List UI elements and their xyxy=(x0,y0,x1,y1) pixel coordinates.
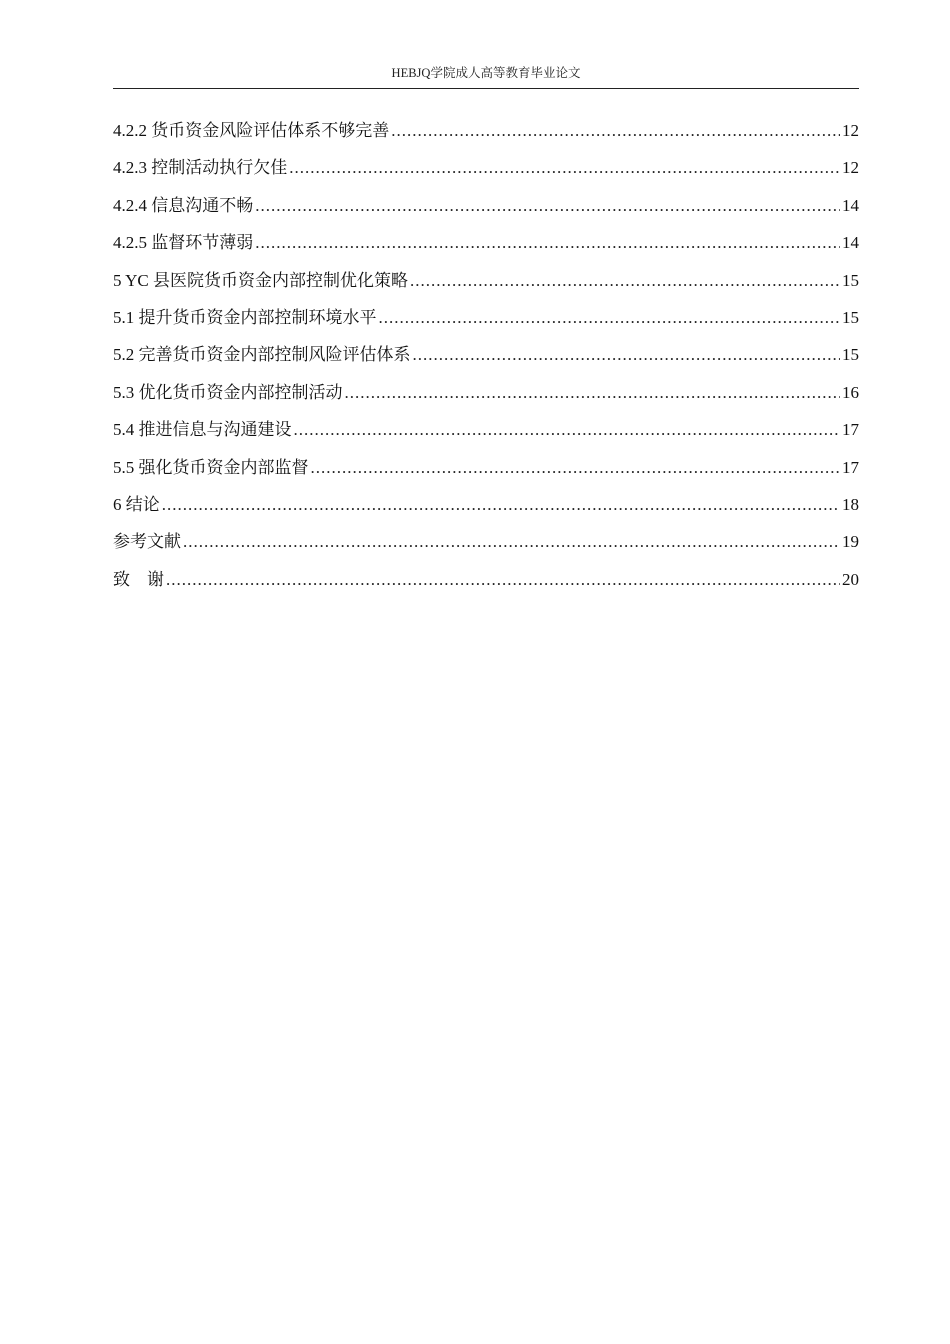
toc-entry-page: 14 xyxy=(842,233,859,253)
toc-entry-page: 17 xyxy=(842,420,859,440)
toc-entry[interactable] xyxy=(113,529,859,566)
toc-entry-label: 5 YC 县医院货币资金内部控制优化策略 xyxy=(113,270,408,290)
toc-entry[interactable] xyxy=(113,193,859,230)
dot-leader xyxy=(391,118,840,144)
toc-entry[interactable] xyxy=(113,118,859,155)
toc-entry-label: 4.2.5 监督环节薄弱 xyxy=(113,233,254,253)
dot-leader xyxy=(255,193,840,219)
toc-entry[interactable] xyxy=(113,342,859,379)
toc-entry-label: 4.2.2 货币资金风险评估体系不够完善 xyxy=(113,121,390,140)
page-header xyxy=(113,64,859,89)
dot-leader xyxy=(345,380,841,406)
toc-entry-label: 5.5 强化货币资金内部监督 xyxy=(113,457,309,477)
toc-entry-page: 15 xyxy=(842,307,859,327)
dot-leader xyxy=(255,230,840,256)
toc-entry-label: 5.4 推进信息与沟通建设 xyxy=(113,420,292,440)
dot-leader xyxy=(289,155,840,181)
toc-entry-page: 14 xyxy=(842,195,859,215)
toc-entry-label: 致 谢 xyxy=(113,569,164,589)
toc-entry-page: 12 xyxy=(842,121,859,140)
toc-entry-label: 6 结论 xyxy=(113,494,160,514)
toc-entry[interactable] xyxy=(113,230,859,267)
toc-entry-page: 15 xyxy=(842,345,859,365)
toc-entry-page: 18 xyxy=(842,494,859,514)
dot-leader xyxy=(311,455,841,481)
dot-leader xyxy=(183,529,840,555)
dot-leader xyxy=(410,268,840,294)
toc-entry[interactable] xyxy=(113,305,859,342)
toc-entry-label: 5.3 优化货币资金内部控制活动 xyxy=(113,382,343,402)
dot-leader xyxy=(294,417,841,443)
toc-entry-label: 5.2 完善货币资金内部控制风险评估体系 xyxy=(113,345,411,365)
dot-leader xyxy=(162,492,840,518)
dot-leader xyxy=(379,305,841,331)
toc-entry[interactable] xyxy=(113,155,859,192)
dot-leader xyxy=(413,342,841,368)
toc-entry[interactable] xyxy=(113,417,859,454)
toc-entry[interactable] xyxy=(113,567,859,604)
table-of-contents xyxy=(113,118,859,604)
toc-entry-label: 4.2.3 控制活动执行欠佳 xyxy=(113,158,288,178)
toc-entry-page: 12 xyxy=(842,158,859,178)
header-title: HEBJQ学院成人高等教育毕业论文 xyxy=(391,66,581,80)
toc-entry-page: 16 xyxy=(842,382,859,402)
toc-entry[interactable] xyxy=(113,380,859,417)
toc-entry-page: 15 xyxy=(842,270,859,290)
toc-entry-label: 5.1 提升货币资金内部控制环境水平 xyxy=(113,307,377,327)
toc-entry-label: 4.2.4 信息沟通不畅 xyxy=(113,195,254,215)
dot-leader xyxy=(166,567,840,593)
toc-entry-page: 17 xyxy=(842,457,859,477)
toc-entry[interactable] xyxy=(113,268,859,305)
toc-entry[interactable] xyxy=(113,492,859,529)
toc-entry-label: 参考文献 xyxy=(113,532,181,552)
toc-entry-page: 20 xyxy=(842,569,859,589)
toc-entry-page: 19 xyxy=(842,532,859,552)
toc-entry[interactable] xyxy=(113,455,859,492)
